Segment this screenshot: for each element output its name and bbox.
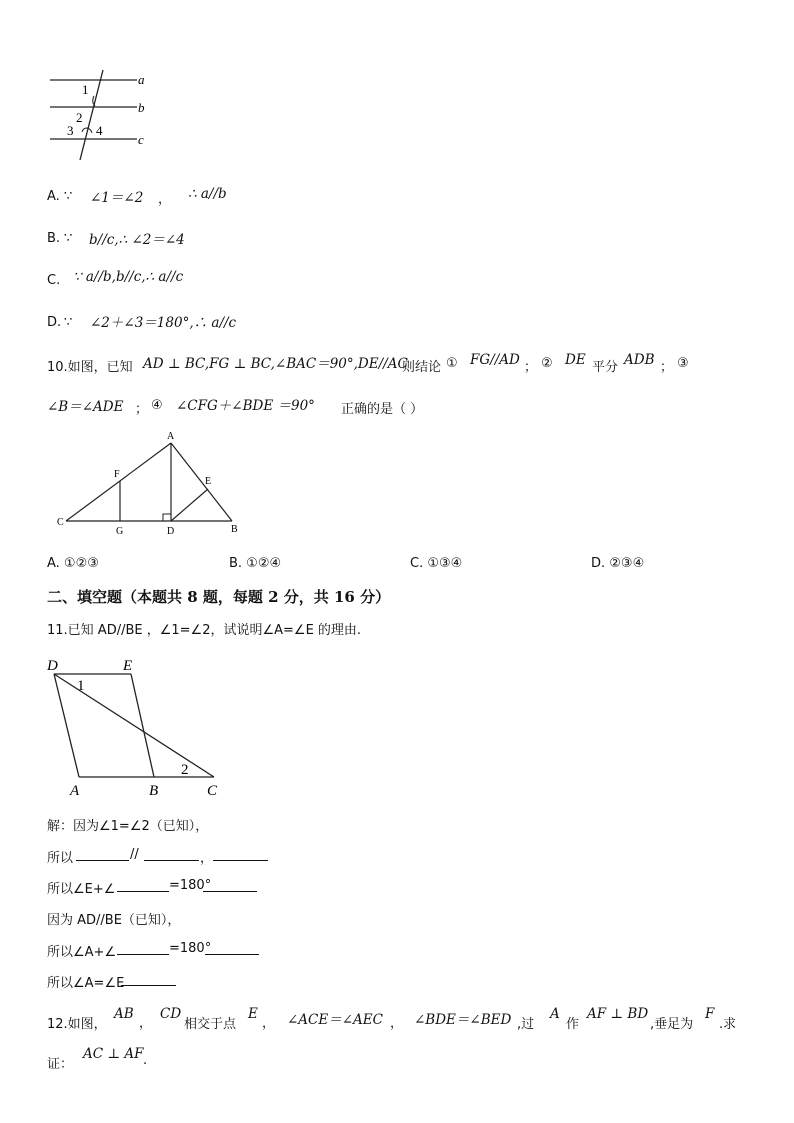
q9-option-c-letter: C.: [47, 273, 61, 288]
q9-option-a-comma: ，: [158, 192, 172, 207]
q11-blank-8[interactable]: [121, 985, 176, 986]
q10-c2-mark: ②: [541, 356, 553, 371]
q10-option-a: A. ①②③: [47, 556, 99, 571]
q12-AB: AB: [114, 1006, 134, 1022]
q12-E: E: [248, 1006, 258, 1022]
q11-line-3-suffix: =180°: [169, 878, 212, 893]
label-b: b: [138, 100, 145, 115]
angle-4: 4: [96, 123, 103, 138]
q10-c1-text: FG//AD: [470, 352, 520, 368]
q11-blank-4[interactable]: [117, 891, 169, 892]
q12-A: A: [550, 1006, 560, 1022]
q9-option-c-stmt: ∵ a//b,b//c,∴ a//c: [73, 269, 184, 285]
q12-foot-text: ,垂足为: [650, 1017, 694, 1032]
q12-sep3: ，: [390, 1016, 404, 1031]
q11-label-D: D: [47, 658, 58, 674]
q11-line-5-suffix: =180°: [169, 941, 212, 956]
q11-line-6: 所以∠A=∠E: [47, 976, 125, 991]
q12-intersect-text: 相交于点: [184, 1017, 237, 1032]
q12-angle-1: ∠ACE＝∠AEC: [287, 1012, 383, 1028]
q12-sep1: ，: [139, 1016, 153, 1031]
q10-label-E: E: [205, 476, 212, 487]
q9-option-a-letter: A.: [47, 189, 60, 204]
q11-blank-2[interactable]: [144, 860, 199, 861]
q10-sep1: ；: [524, 360, 538, 375]
q11-label-B: B: [149, 783, 159, 799]
q10-label-D: D: [167, 526, 175, 537]
q12-angle-2: ∠BDE＝∠BED: [414, 1012, 512, 1028]
q11-label-2: 2: [181, 762, 189, 778]
q10-label-C: C: [57, 517, 64, 528]
q10-c2-bisect: 平分: [592, 360, 619, 375]
q11-blank-5[interactable]: [203, 891, 257, 892]
q10-number: 10.如图，已知: [47, 360, 133, 375]
q12-goal: AC ⊥ AF: [83, 1046, 144, 1062]
q11-line-2-parallel: //: [130, 847, 139, 862]
q10-figure: [50, 428, 250, 540]
q10-label-A: A: [167, 431, 175, 442]
q12-perp: AF ⊥ BD: [587, 1006, 649, 1022]
q10-label-G: G: [116, 526, 124, 537]
q10-c1-mark: ①: [446, 356, 458, 371]
q11-blank-3[interactable]: [213, 860, 268, 861]
q10-given: AD ⊥ BC,FG ⊥ BC,∠BAC＝90°,DE//AC: [143, 356, 408, 372]
q11-prompt: 11.已知 AD//BE ，∠1=∠2，试说明∠A=∠E 的理由.: [47, 623, 362, 638]
q11-blank-1[interactable]: [76, 860, 129, 861]
q10-ask: 正确的是（ ）: [341, 402, 424, 417]
q11-label-C: C: [207, 783, 218, 799]
q11-blank-6[interactable]: [117, 954, 169, 955]
q12-proof-label: 证：: [47, 1057, 74, 1072]
q12-make-text: 作: [566, 1017, 580, 1032]
q9-option-b-letter: B.: [47, 231, 61, 246]
q9-option-a-cond: ∠1＝∠2: [90, 190, 144, 206]
q12-F: F: [705, 1006, 715, 1022]
q10-option-c: C. ①③④: [410, 556, 463, 571]
q11-line-3-prefix: 所以∠E+∠: [47, 882, 116, 897]
q10-c4-mark: ④: [151, 398, 163, 413]
q10-option-d: D. ②③④: [591, 556, 645, 571]
angle-3: 3: [67, 123, 74, 138]
q11-label-E: E: [123, 658, 133, 674]
q10-c2-de: DE: [565, 352, 586, 368]
q11-label-A: A: [70, 783, 80, 799]
q12-number: 12.如图，: [47, 1017, 107, 1032]
q9-figure: [45, 68, 165, 168]
q9-option-b-because: ∵: [64, 231, 73, 246]
q11-line-4: 因为 AD//BE（已知），: [47, 913, 181, 928]
q11-blank-7[interactable]: [205, 954, 259, 955]
q11-line-1: 解：因为∠1=∠2（已知），: [47, 819, 209, 834]
label-c: c: [138, 132, 144, 147]
q11-label-1: 1: [77, 678, 85, 694]
q9-option-d-because: ∵: [64, 315, 73, 330]
angle-1: 1: [82, 82, 89, 97]
q10-sep3: ；: [135, 402, 149, 417]
q12-through-text: ,过: [517, 1017, 535, 1032]
q10-sep2: ；: [660, 360, 674, 375]
q10-label-B: B: [231, 524, 238, 535]
section-2-heading: 二、填空题（本题共 8 题，每题 2 分，共 16 分）: [47, 588, 391, 606]
q10-label-F: F: [114, 469, 120, 480]
q12-CD: CD: [160, 1006, 182, 1022]
q10-c4-text: ∠CFG＋∠BDE ＝90°: [176, 398, 315, 414]
q9-option-a-because: ∵: [64, 189, 73, 204]
q10-c3-mark: ③: [677, 356, 689, 371]
q12-prove-text: .求: [719, 1017, 737, 1032]
q11-line-2-comma: ，: [200, 851, 214, 866]
q9-option-d-stmt: ∠2＋∠3＝180°,∴ a//c: [90, 315, 237, 331]
q9-option-b-stmt: b//c,∴ ∠2＝∠4: [89, 232, 185, 248]
q10-c3-text: ∠B＝∠ADE: [47, 399, 124, 415]
q9-option-a-concl: ∴ a//b: [188, 186, 227, 202]
q11-line-5-prefix: 所以∠A+∠: [47, 945, 117, 960]
q12-end-period: .: [143, 1053, 148, 1068]
q9-option-d-letter: D.: [47, 315, 62, 330]
q12-sep2: ，: [262, 1016, 276, 1031]
label-a: a: [138, 72, 145, 87]
angle-2: 2: [76, 110, 83, 125]
q10-then: 则结论: [402, 360, 442, 375]
q10-c2-adb: ADB: [624, 352, 655, 368]
q10-option-b: B. ①②④: [229, 556, 282, 571]
q11-line-2-prefix: 所以: [47, 851, 74, 866]
q11-figure: [42, 652, 227, 802]
